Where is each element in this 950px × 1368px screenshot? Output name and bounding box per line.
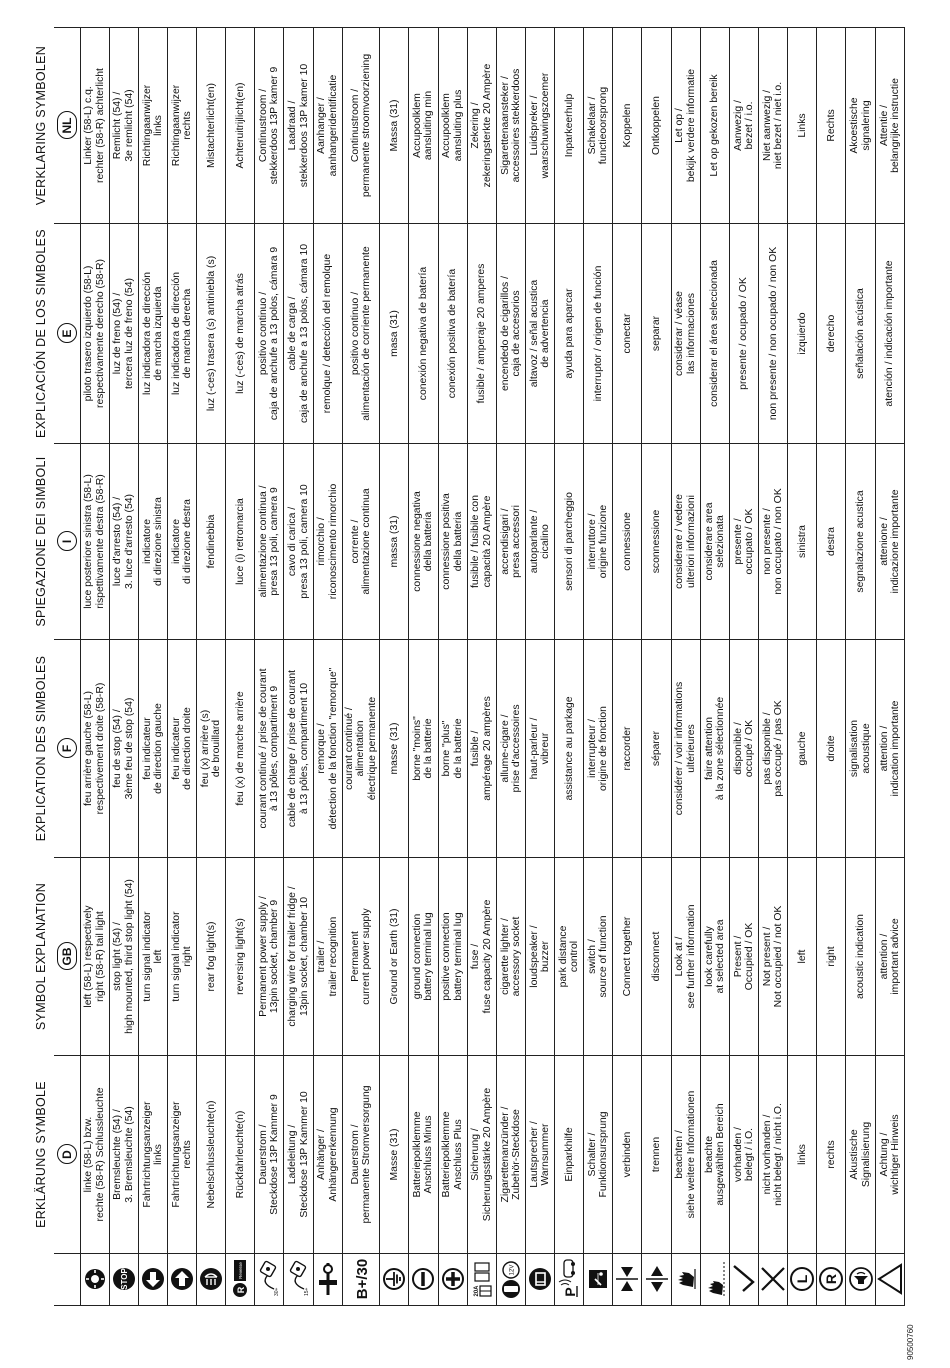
description-d: Fahrtrichtungsanzeiger rechts [167, 1056, 196, 1254]
symbol-cell [555, 1254, 584, 1306]
symbol-cell [875, 1254, 904, 1306]
country-code-cell [54, 640, 80, 858]
description-nl: Niet aanwezig / niet bezet / niet i.o. [759, 28, 788, 224]
description-gb: Not present / Not occupied / not OK [759, 858, 788, 1056]
description-gb: right [817, 858, 846, 1056]
look-at-hand-icon [673, 1260, 699, 1300]
description-i: accendisigari / presa accessori [496, 444, 525, 640]
description-e: fusible / amperaje 20 amperes [467, 224, 496, 444]
right-circle-icon [818, 1260, 844, 1300]
symbol-cell [817, 1254, 846, 1306]
description-e: considerar el área seleccionada [700, 224, 729, 444]
legend-row [555, 28, 584, 1306]
battery-plus-icon [440, 1260, 466, 1300]
description-d: links [788, 1056, 817, 1254]
symbol-label: R [236, 1287, 247, 1294]
legend-row [759, 28, 788, 1306]
description-gb: look carefully at selected area [700, 858, 729, 1056]
description-d: Einparkhilfe [555, 1056, 584, 1254]
disconnect-icon [644, 1260, 670, 1300]
column-header-d: ERKLÄRUNG SYMBOLE [34, 1081, 49, 1228]
symbol-cell [167, 1254, 196, 1306]
description-f: fusible / ampérage 20 ampères [467, 640, 496, 858]
description-e: atención / indicación importante [875, 224, 904, 444]
symbol-cell [197, 1254, 226, 1306]
symbol-cell [788, 1254, 817, 1306]
description-i: sensori di parcheggio [555, 444, 584, 640]
legend-body [80, 28, 905, 1306]
socket-13pin-chamber9-icon [256, 1260, 282, 1300]
column-header-nl: VERKLARING SYMBOLEN [34, 45, 49, 206]
description-gb: left [788, 858, 817, 1056]
description-i: corrente / alimentazione continua [342, 444, 379, 640]
description-nl: Attentie / belangrijke instructie [875, 28, 904, 224]
symbol-cell [846, 1254, 875, 1306]
description-nl: Achteruitrijlicht(en) [226, 28, 255, 224]
description-i: considerare / vedere ulteriori informazioni [671, 444, 700, 640]
loudspeaker-icon [527, 1260, 553, 1300]
description-d: rechts [817, 1056, 846, 1254]
description-e: remolque / detección del remolque [313, 224, 342, 444]
description-f: allume-cigare / prise d'accessoires [496, 640, 525, 858]
description-f: attention / indication importante [875, 640, 904, 858]
column-header-f: EXPLICATION DES SIMBOLES [34, 655, 49, 842]
description-f: feu (x) arrière (s) de brouillard [197, 640, 226, 858]
ground-icon [381, 1260, 407, 1300]
symbol-cell [759, 1254, 788, 1306]
description-e: luz (-ces) de marcha atrás [226, 224, 255, 444]
description-f: faire attention à la zone sélectionnée [700, 640, 729, 858]
description-e: separar [642, 224, 671, 444]
description-d: Schalter / Funktionsursprung [584, 1056, 613, 1254]
symbol-cell [613, 1254, 642, 1306]
description-d: Rückfahrleuchte(n) [226, 1056, 255, 1254]
legend-row [342, 28, 379, 1306]
description-d: Akustische Signalisierung [846, 1056, 875, 1254]
description-f: interrupteur / origine de fonction [584, 640, 613, 858]
description-i: sinistra [788, 444, 817, 640]
description-nl: Akoestische signalering [846, 28, 875, 224]
stop-light-icon [111, 1260, 137, 1300]
description-i: autoparlante / cicalino [525, 444, 554, 640]
description-gb: Present / Occupied / OK [729, 858, 758, 1056]
description-i: presente / occupato / OK [729, 444, 758, 640]
legend-row [525, 28, 554, 1306]
description-nl: Accupoolklem aansluiting min [409, 28, 438, 224]
description-e: considerar / véase las informaciones [671, 224, 700, 444]
column-header-i: SPIEGAZIONE DEI SIMBOLI [34, 456, 49, 627]
country-code-badge-f: F [57, 739, 77, 759]
description-gb: Look at / see further information [671, 858, 700, 1056]
description-nl: Linker (58-L) c.q. rechter (58-R) achterlicht [80, 28, 109, 224]
header-symbol-column [32, 1254, 54, 1306]
description-f: feu (x) de marche arrière [226, 640, 255, 858]
description-nl: Richtingaanwijzer rechts [167, 28, 196, 224]
country-code-badge-d: D [57, 1145, 77, 1165]
symbol-cell [467, 1254, 496, 1306]
description-nl: Ontkoppelen [642, 28, 671, 224]
description-i: attenione / indicazione importante [875, 444, 904, 640]
description-nl: Zekering / zekeringsterkte 20 Ampère [467, 28, 496, 224]
fuse-20a-icon [469, 1260, 495, 1300]
symbol-cell [525, 1254, 554, 1306]
description-i: cavo di carica / presa 13 poli, camera 10 [284, 444, 313, 640]
legend-row [613, 28, 642, 1306]
cigarette-lighter-icon [498, 1260, 524, 1300]
description-i: segnalazione acustica [846, 444, 875, 640]
left-circle-icon [789, 1260, 815, 1300]
country-code-row [54, 28, 80, 1306]
header-row [32, 28, 54, 1306]
description-gb: rear fog light(s) [197, 858, 226, 1056]
description-i: destra [817, 444, 846, 640]
description-gb: park distance control [555, 858, 584, 1056]
description-d: Dauerstrom / permanente Stromversorgung [342, 1056, 379, 1254]
description-gb: positive connection battery terminal lug [438, 858, 467, 1056]
description-gb: left (58-L) respectively right (58-R) tail light [80, 858, 109, 1056]
description-d: Nebelschlussleuchte(n) [197, 1056, 226, 1254]
description-gb: cigarette lighter / accessory socket [496, 858, 525, 1056]
description-nl: Accupoolklem aansluiting plus [438, 28, 467, 224]
park-distance-control-icon [556, 1260, 582, 1300]
legend-row [138, 28, 167, 1306]
description-gb: trailer / trailer recognition [313, 858, 342, 1056]
description-e: piloto trasero izquierdo (58-L) respectivamente derecho (58-R) [80, 224, 109, 444]
description-f: gauche [788, 640, 817, 858]
description-gb: charging wire for trailer fridge / 13pin socket, chamber 10 [284, 858, 313, 1056]
description-e: conexión positiva de batería [438, 224, 467, 444]
symbol-cell [700, 1254, 729, 1306]
description-e: luz (-ces) trasera (s) antiniebla (s) [197, 224, 226, 444]
description-i: considerare area selezionata [700, 444, 729, 640]
description-e: conectar [613, 224, 642, 444]
description-i: fusibile / fusibile con capacità 20 Ampère [467, 444, 496, 640]
description-e: izquierdo [788, 224, 817, 444]
legend-row [671, 28, 700, 1306]
symbol-cell [584, 1254, 613, 1306]
description-nl: Schakelaar / functieoorsprong [584, 28, 613, 224]
description-d: beachten / siehe weitere Informationen [671, 1056, 700, 1254]
description-f: haut-parleur / vibreur [525, 640, 554, 858]
description-e: luz indicadora de dirección de marcha izquierda [138, 224, 167, 444]
symbol-label: R [823, 1274, 840, 1285]
description-f: disponible / occupé / OK [729, 640, 758, 858]
description-gb: ground connection battery terminal lug [409, 858, 438, 1056]
description-i: massa (31) [380, 444, 409, 640]
symbol-legend-table [32, 27, 905, 1306]
description-nl: Continustroom / stekkerdoos 13P kamer 9 [255, 28, 284, 224]
description-i: indicatore di direzione destra [167, 444, 196, 640]
symbol-cell [255, 1254, 284, 1306]
description-gb: acoustic indication [846, 858, 875, 1056]
description-d: Masse (31) [380, 1056, 409, 1254]
description-nl: Sigarettenaansteker / accessoires stekkerdoos [496, 28, 525, 224]
description-f: borne "moins" de la batterie [409, 640, 438, 858]
column-header-e: EXPLICACIÓN DE LOS SIMBOLES [34, 229, 49, 438]
description-nl: Mistachterlicht(en) [197, 28, 226, 224]
legend-row [380, 28, 409, 1306]
country-code-cell [54, 224, 80, 444]
acoustic-signal-icon [848, 1260, 874, 1300]
description-f: assistance au parkage [555, 640, 584, 858]
description-d: beachte ausgewählten Bereich [700, 1056, 729, 1254]
description-f: raccorder [613, 640, 642, 858]
country-code-blank [54, 1254, 80, 1306]
country-code-cell [54, 28, 80, 224]
description-e: masa (31) [380, 224, 409, 444]
description-d: Dauerstrom / Steckdose 13P Kammer 9 [255, 1056, 284, 1254]
description-nl: Aanwezig / bezet / i.o. [729, 28, 758, 224]
connect-icon [614, 1260, 640, 1300]
legend-row [80, 28, 109, 1306]
description-e: luz de freno (54) / tercera luz de freno (54) [109, 224, 138, 444]
legend-row [438, 28, 467, 1306]
symbol-label: B+/30 [353, 1259, 371, 1300]
legend-row [197, 28, 226, 1306]
description-e: encendedo de cigarillos / caja de accesorios [496, 224, 525, 444]
description-f: cable de charge / prise de courant à 13 pôles, compartiment 10 [284, 640, 313, 858]
description-d: Batteriepolklemme Anschluss Minus [409, 1056, 438, 1254]
description-f: borne "plus" de la batterie [438, 640, 467, 858]
legend-row [284, 28, 313, 1306]
description-i: luce d'arresto (54) / 3. luce d'arresto (54) [109, 444, 138, 640]
description-e: non presente / non ocupado / non OK [759, 224, 788, 444]
description-gb: turn signal indicator right [167, 858, 196, 1056]
description-i: fendinebbia [197, 444, 226, 640]
symbol-label: 15+ [303, 1288, 310, 1297]
description-f: signalisation acoustique [846, 640, 875, 858]
description-f: feu indicateur de direction gauche [138, 640, 167, 858]
symbol-cell [342, 1254, 379, 1306]
description-f: masse (31) [380, 640, 409, 858]
battery-minus-icon [410, 1260, 436, 1300]
symbol-cell [642, 1254, 671, 1306]
description-e: presente / ocupado / OK [729, 224, 758, 444]
legend-row [700, 28, 729, 1306]
description-i: rimorchio / riconoscimento rimorchio [313, 444, 342, 640]
description-d: verbinden [613, 1056, 642, 1254]
legend-row [642, 28, 671, 1306]
description-nl: Remlicht (54) / 3e remlicht (54) [109, 28, 138, 224]
description-nl: Laadraad / stekkerdoos 13P kamer 10 [284, 28, 313, 224]
description-i: indicatore di direzione sinistra [138, 444, 167, 640]
rear-fog-light-icon [198, 1260, 224, 1300]
socket-13pin-chamber10-icon [286, 1260, 312, 1300]
description-i: alimentazione continua / presa 13 poli, camera 9 [255, 444, 284, 640]
description-nl: Luidspreker / waarschuwingszoemer [525, 28, 554, 224]
description-gb: reversing light(s) [226, 858, 255, 1056]
permanent-supply-text-icon [348, 1260, 374, 1300]
description-e: luz indicadora de dirección de marcha derecha [167, 224, 196, 444]
legend-row [226, 28, 255, 1306]
legend-row [467, 28, 496, 1306]
description-e: derecho [817, 224, 846, 444]
description-d: Ladeleitung / Steckdose 13P Kammer 10 [284, 1056, 313, 1254]
description-i: interruttore / origine funzione [584, 444, 613, 640]
symbol-cell [109, 1254, 138, 1306]
description-nl: Aanhanger / aanhangeridentificatie [313, 28, 342, 224]
document-code: 90500760 [906, 1324, 915, 1360]
country-code-badge-e: E [57, 324, 77, 344]
tail-light-icon [82, 1260, 108, 1300]
description-nl: Let op gekozen bereik [700, 28, 729, 224]
symbol-cell [226, 1254, 255, 1306]
turn-right-icon [169, 1260, 195, 1300]
symbol-cell [496, 1254, 525, 1306]
description-e: ayuda para aparcar [555, 224, 584, 444]
country-code-cell [54, 444, 80, 640]
description-i: luce posteriore sinistra (58-L) rispettivamente destra (58-R) [80, 444, 109, 640]
description-i: connessione negativa della batteria [409, 444, 438, 640]
symbol-label: 20A [473, 1285, 480, 1298]
warning-triangle-icon [877, 1260, 903, 1300]
description-d: vorhanden / belegt / i.O. [729, 1056, 758, 1254]
description-nl: Links [788, 28, 817, 224]
look-carefully-area-icon [702, 1260, 728, 1300]
description-f: courant continué / alimentation électrique permanente [342, 640, 379, 858]
description-nl: Inparkeerhulp [555, 28, 584, 224]
country-code-cell [54, 858, 80, 1056]
description-gb: disconnect [642, 858, 671, 1056]
description-d: Sicherung / Sicherungsstärke 20 Ampère [467, 1056, 496, 1254]
description-i: non presente / non occupato / non OK [759, 444, 788, 640]
symbol-cell [671, 1254, 700, 1306]
description-f: feu indicateur de direction droite [167, 640, 196, 858]
legend-row [109, 28, 138, 1306]
legend-row [875, 28, 904, 1306]
description-i: luce (i) retromarcia [226, 444, 255, 640]
symbol-cell [313, 1254, 342, 1306]
turn-left-icon [140, 1260, 166, 1300]
x-mark-icon [760, 1260, 786, 1300]
description-gb: Connect together [613, 858, 642, 1056]
description-i: connessione positiva della batteria [438, 444, 467, 640]
description-d: Batteriepolklemme Anschluss Plus [438, 1056, 467, 1254]
country-code-badge-gb: GB [57, 943, 77, 971]
description-e: conexión negativa de batería [409, 224, 438, 444]
description-d: Bremsleuchte (54) / 3. Bremsleuchte (54) [109, 1056, 138, 1254]
description-e: señalación acústica [846, 224, 875, 444]
description-f: considérer / voir informations ultérieures [671, 640, 700, 858]
description-nl: Let op / bekijk verdere informatie [671, 28, 700, 224]
description-i: sconnessione [642, 444, 671, 640]
description-e: positivo continuo / alimentación de corriente permanente [342, 224, 379, 444]
description-nl: Richtingaanwijzer links [138, 28, 167, 224]
symbol-label: P [562, 1287, 579, 1298]
symbol-cell [138, 1254, 167, 1306]
description-d: Anhänger / Anhängererkennung [313, 1056, 342, 1254]
description-d: Fahrtrichtungsanzeiger links [138, 1056, 167, 1254]
symbol-cell [729, 1254, 758, 1306]
description-nl: Continustroom / permanente stroomvoorziening [342, 28, 379, 224]
symbol-cell [284, 1254, 313, 1306]
column-header-gb: SYMBOL EXPLANATION [34, 882, 49, 1031]
symbol-cell [438, 1254, 467, 1306]
legend-row [729, 28, 758, 1306]
description-f: feu de stop (54) / 3ème feu de stop (54) [109, 640, 138, 858]
legend-row [496, 28, 525, 1306]
legend-row [255, 28, 284, 1306]
description-d: Achtung / wichtiger Hinweis [875, 1056, 904, 1254]
description-nl: Koppelen [613, 28, 642, 224]
description-i: connessione [613, 444, 642, 640]
description-f: séparer [642, 640, 671, 858]
legend-row [817, 28, 846, 1306]
legend-row [313, 28, 342, 1306]
description-f: remorque / détection de la fonction "remorque" [313, 640, 342, 858]
description-gb: loudspeaker / buzzer [525, 858, 554, 1056]
description-f: pas disponible / pas occupé / pas OK [759, 640, 788, 858]
description-e: positivo continuo / caja de anchufe a 13 polos, cámara 9 [255, 224, 284, 444]
description-nl: Rechts [817, 28, 846, 224]
check-mark-icon [731, 1260, 757, 1300]
country-code-badge-i: I [57, 532, 77, 552]
description-e: cable de carga / caja de anchufe a 13 polos, cámara 10 [284, 224, 313, 444]
symbol-label: L [794, 1275, 811, 1284]
description-gb: Permanent current power supply [342, 858, 379, 1056]
legend-row [846, 28, 875, 1306]
country-code-badge-nl: NL [57, 112, 77, 140]
country-code-cell [54, 1056, 80, 1254]
legend-row [788, 28, 817, 1306]
description-e: altavoz / señal acustica de advertencia [525, 224, 554, 444]
legend-row [584, 28, 613, 1306]
description-e: interruptor / origen de función [584, 224, 613, 444]
symbol-cell [409, 1254, 438, 1306]
description-nl: Massa (31) [380, 28, 409, 224]
description-f: feu arrière gauche (58-L) respectivement droite (58-R) [80, 640, 109, 858]
description-d: Lautsprecher / Warnsummer [525, 1056, 554, 1254]
symbol-label: STOP [119, 1268, 129, 1291]
symbol-label: 30+ [274, 1288, 281, 1297]
legend-row [167, 28, 196, 1306]
description-d: trennen [642, 1056, 671, 1254]
symbol-label: Reverse [238, 1262, 244, 1280]
description-gb: stop light (54) / high mounted, third stop light (54) [109, 858, 138, 1056]
description-gb: switch / source of function [584, 858, 613, 1056]
reversing-light-icon [227, 1260, 253, 1300]
description-f: droite [817, 640, 846, 858]
description-gb: Ground or Earth (31) [380, 858, 409, 1056]
description-f: courant continué / prise de courant à 13 pôles, compartiment 9 [255, 640, 284, 858]
description-gb: turn signal indicator left [138, 858, 167, 1056]
symbol-cell [80, 1254, 109, 1306]
switch-icon [585, 1260, 611, 1300]
symbol-cell [380, 1254, 409, 1306]
description-gb: fuse / fuse capacity 20 Ampère [467, 858, 496, 1056]
description-d: linke (58-L) bzw. rechte (58-R) Schlussleuchte [80, 1056, 109, 1254]
description-gb: Permanent power supply / 13pin socket, chamber 9 [255, 858, 284, 1056]
description-gb: attention / important advice [875, 858, 904, 1056]
symbol-label: 12V [509, 1265, 516, 1276]
legend-row [409, 28, 438, 1306]
trailer-recognition-icon [315, 1260, 341, 1300]
description-d: nicht vorhanden / nicht belegt / nicht i.O. [759, 1056, 788, 1254]
description-d: Zigarettenanzünder / Zubehör-Steckdose [496, 1056, 525, 1254]
